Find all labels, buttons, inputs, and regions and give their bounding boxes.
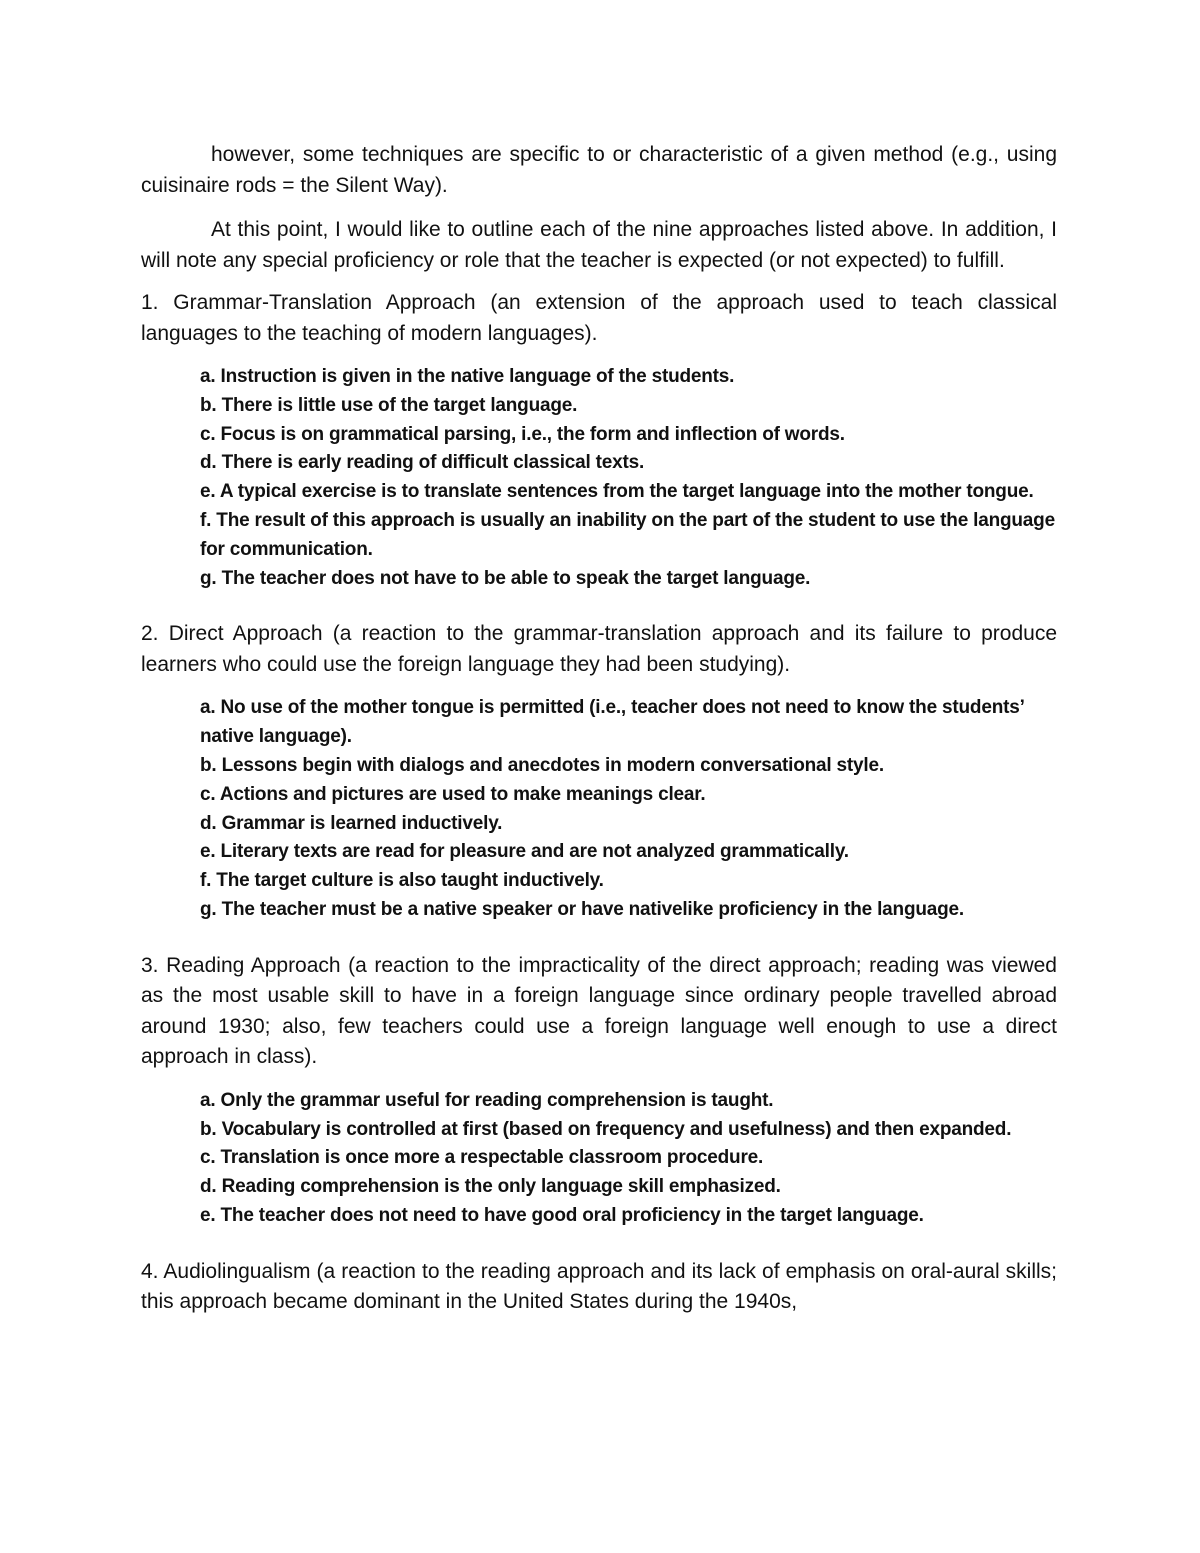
continuation-paragraph: however, some techniques are specific to or characteristic of a given method (e.g., using cuisinaire rods = the Silent Way). — [141, 143, 1057, 197]
section-2-list — [141, 694, 1057, 924]
section-4-heading: 4. Audiolingualism (a reaction to the reading approach and its lack of emphasis on oral-aural skills; this approach became dominant in the United States during the 1940s, — [141, 1259, 1057, 1314]
list-item: e. The teacher does not need to have good oral proficiency in the target language. — [200, 1204, 924, 1226]
list-item: c. Translation is once more a respectable classroom procedure. — [200, 1147, 764, 1169]
section-3-list — [141, 1087, 1057, 1231]
list-item: c. Focus is on grammatical parsing, i.e., the form and inflection of words. — [200, 423, 845, 445]
list-item: f. The target culture is also taught inductively. — [200, 870, 604, 892]
list-item: b. Vocabulary is controlled at first (based on frequency and usefulness) and then expanded. — [200, 1118, 1012, 1140]
list-item: b. Lessons begin with dialogs and anecdotes in modern conversational style. — [200, 754, 884, 776]
list-item: f. The result of this approach is usually an inability on the part of the student to use the language for communication. — [200, 509, 1055, 560]
list-item: g. The teacher must be a native speaker or have nativelike proficiency in the language. — [200, 898, 964, 920]
list-item: d. There is early reading of difficult classical texts. — [200, 452, 645, 474]
list-item: e. Literary texts are read for pleasure and are not analyzed grammatically. — [200, 841, 849, 863]
list-item: e. A typical exercise is to translate sentences from the target language into the mother tongue. — [200, 481, 1034, 503]
section-1-heading: 1. Grammar-Translation Approach (an extension of the approach used to teach classical languages to the teaching of modern languages). — [141, 291, 1057, 345]
list-item: g. The teacher does not have to be able to speak the target language. — [200, 567, 811, 589]
section-1-list — [141, 363, 1057, 593]
section-2-heading: 2. Direct Approach (a reaction to the grammar-translation approach and its failure to produce learners who could use the foreign language they had been studying). — [141, 622, 1057, 676]
list-item: d. Grammar is learned inductively. — [200, 812, 503, 834]
list-item: a. Only the grammar useful for reading comprehension is taught. — [200, 1089, 774, 1111]
list-item: c. Actions and pictures are used to make meanings clear. — [200, 783, 706, 805]
list-item: a. Instruction is given in the native language of the students. — [200, 366, 735, 387]
list-item: b. There is little use of the target language. — [200, 394, 578, 416]
list-item: a. No use of the mother tongue is permitted (i.e., teacher does not need to know the students’ native language). — [200, 697, 1024, 748]
outline-paragraph: At this point, I would like to outline each of the nine approaches listed above. In addition, I will note any special proficiency or role that the teacher is expected (or not expected) to fulfill. — [141, 218, 1057, 272]
section-3-heading: 3. Reading Approach (a reaction to the impracticality of the direct approach; reading was viewed as the most usable skill to have in a foreign language since ordinary people travelled abroad around 1930; also, few teachers could use a foreign language well enough to use a direct approach in class). — [141, 953, 1057, 1069]
list-item: d. Reading comprehension is the only language skill emphasized. — [200, 1176, 781, 1198]
document-page — [141, 140, 1057, 1318]
